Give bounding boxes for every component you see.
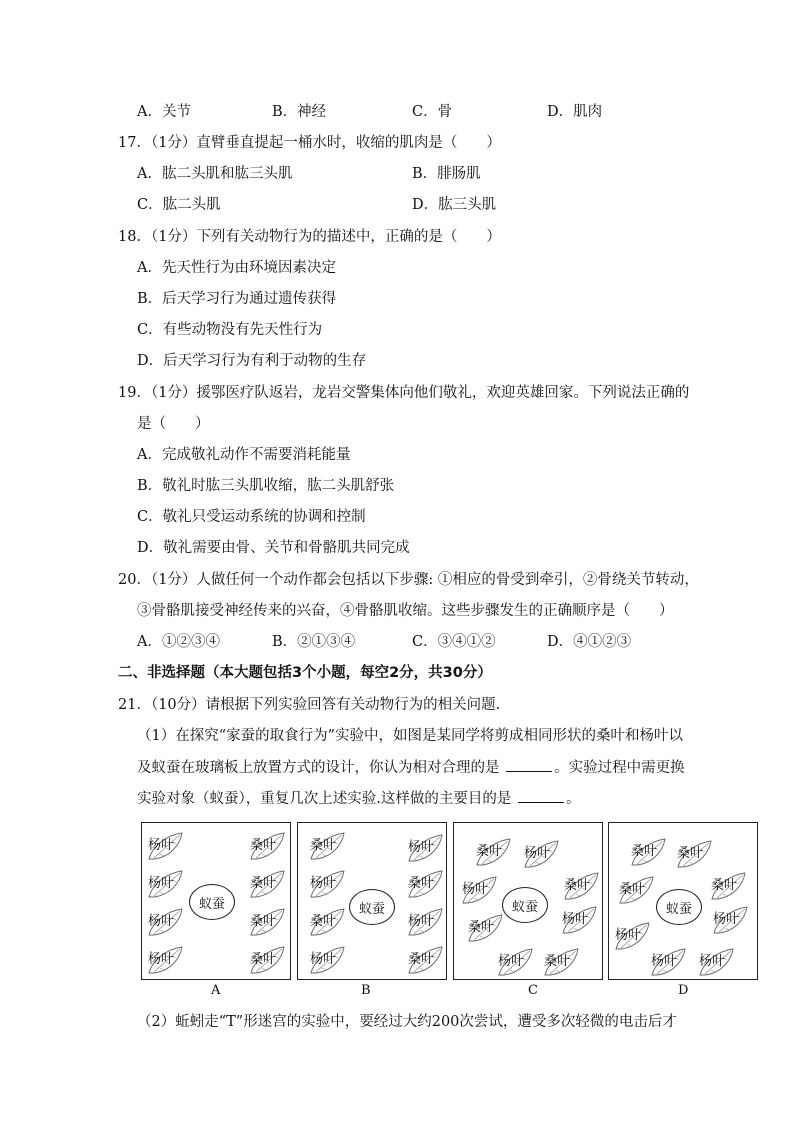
q20-stem-line1: 20．（1分）人做任何一个动作都会包括以下步骤: ①相应的骨受到牵引，②骨绕关节转动， bbox=[118, 572, 699, 588]
silkworm-circle: 蚁蚕 bbox=[656, 889, 702, 925]
q19-option-d: D．敬礼需要由骨、关节和骨骼肌共同完成 bbox=[137, 540, 410, 556]
q17-stem: 17．（1分）直臂垂直提起一桶水时，收缩的肌肉是（ ） bbox=[118, 135, 501, 151]
leaf-item bbox=[617, 873, 657, 907]
leaf-label: 桑叶 bbox=[619, 882, 646, 897]
leaf-item bbox=[675, 837, 715, 871]
q21-part1-line2-text: 及蚁蚕在玻璃板上放置方式的设计，你认为相对合理的是 bbox=[137, 760, 500, 776]
leaf-item bbox=[146, 829, 186, 863]
leaf-item bbox=[248, 867, 288, 901]
q21-stem: 21．（10分）请根据下列实验回答有关动物行为的相关问题. bbox=[118, 697, 501, 713]
leaf-item bbox=[308, 905, 348, 939]
leaf-item bbox=[522, 837, 562, 871]
leaf-item bbox=[308, 943, 348, 977]
leaf-label: 桑叶 bbox=[564, 878, 591, 893]
leaf-label: 杨叶 bbox=[462, 882, 489, 897]
answer-blank-1[interactable] bbox=[506, 757, 552, 772]
leaf-label: 桑叶 bbox=[310, 838, 337, 853]
q21-part1-line1: （1）在探究“家蚕的取食行为”实验中，如图是某同学将剪成相同形状的桑叶和杨叶以 bbox=[137, 728, 684, 744]
leaf-label: 桑叶 bbox=[468, 920, 495, 935]
leaf-item bbox=[248, 905, 288, 939]
leaf-label: 杨叶 bbox=[615, 928, 642, 943]
q21-part1-line3 bbox=[137, 788, 580, 809]
leaf-item bbox=[474, 835, 514, 869]
leaf-label: 桑叶 bbox=[476, 844, 503, 859]
q18-stem: 18．（1分）下列有关动物行为的描述中，正确的是（ ） bbox=[118, 229, 501, 245]
leaf-item bbox=[649, 945, 689, 979]
q21-part2-line1: （2）蚯蚓走“T”形迷宫的实验中，要经过大约200次尝试，遭受多次轻微的电击后才 bbox=[137, 1014, 677, 1030]
leaf-label: 桑叶 bbox=[250, 876, 277, 891]
leaf-label: 桑叶 bbox=[250, 838, 277, 853]
leaf-item bbox=[146, 905, 186, 939]
q16-option-a: A．关节 bbox=[137, 104, 191, 120]
leaf-label: 桑叶 bbox=[631, 844, 658, 859]
q16-option-b: B．神经 bbox=[272, 104, 327, 120]
leaf-label: 杨叶 bbox=[408, 840, 435, 855]
q21-part1-line2 bbox=[137, 757, 685, 778]
leaf-label: 杨叶 bbox=[498, 954, 525, 969]
q17-option-d: D．肱三头肌 bbox=[412, 197, 497, 213]
leaf-label: 桑叶 bbox=[250, 914, 277, 929]
leaf-item bbox=[466, 911, 506, 945]
leaf-label: 桑叶 bbox=[711, 878, 738, 893]
panel-d bbox=[608, 822, 758, 980]
leaf-item bbox=[406, 867, 446, 901]
leaf-item bbox=[562, 869, 602, 903]
leaf-label: 杨叶 bbox=[699, 954, 726, 969]
q20-stem-line2: ③骨骼肌接受神经传来的兴奋，④骨骼肌收缩。这些步骤发生的正确顺序是（ ） bbox=[137, 603, 674, 619]
leaf-item bbox=[613, 919, 653, 953]
q21-part1-line2-tail: 。实验过程中需更换 bbox=[554, 760, 685, 776]
leaf-item bbox=[460, 873, 500, 907]
leaf-label: 杨叶 bbox=[148, 952, 175, 967]
q16-option-c: C．骨 bbox=[412, 104, 453, 120]
leaf-label: 桑叶 bbox=[544, 954, 571, 969]
panel-label: C bbox=[528, 983, 538, 998]
q16-option-d: D．肌肉 bbox=[547, 104, 603, 120]
leaf-item bbox=[496, 945, 536, 979]
q19-option-a: A．完成敬礼动作不需要消耗能量 bbox=[137, 447, 351, 463]
leaf-label: 桑叶 bbox=[677, 846, 704, 861]
q20-option-a: A．①②③④ bbox=[137, 634, 220, 650]
leaf-item bbox=[308, 867, 348, 901]
section-heading: 二、非选择题（本大题包括3个小题，每空2分，共30分） bbox=[118, 665, 492, 681]
leaf-item bbox=[406, 905, 446, 939]
leaf-item bbox=[308, 829, 348, 863]
leaf-label: 桑叶 bbox=[310, 914, 337, 929]
leaf-label: 桑叶 bbox=[250, 952, 277, 967]
panel-a bbox=[141, 822, 291, 980]
answer-blank-2[interactable] bbox=[518, 788, 564, 803]
leaf-item bbox=[248, 829, 288, 863]
leaf-label: 杨叶 bbox=[651, 954, 678, 969]
q21-part1-line3-text: 实验对象（蚁蚕），重复几次上述实验.这样做的主要目的是 bbox=[137, 791, 512, 807]
leaf-label: 杨叶 bbox=[310, 876, 337, 891]
leaf-item bbox=[406, 831, 446, 865]
panel-label: D bbox=[678, 983, 689, 998]
leaf-item bbox=[248, 943, 288, 977]
q21-part1-line3-tail: 。 bbox=[565, 791, 581, 807]
leaf-item bbox=[560, 903, 600, 937]
leaf-item bbox=[697, 945, 737, 979]
leaf-label: 杨叶 bbox=[524, 846, 551, 861]
q18-option-d: D．后天学习行为有利于动物的生存 bbox=[137, 353, 367, 369]
leaf-label: 杨叶 bbox=[562, 912, 589, 927]
leaf-item bbox=[629, 835, 669, 869]
q17-option-a: A．肱二头肌和肱三头肌 bbox=[137, 166, 293, 182]
panel-label: B bbox=[361, 983, 371, 998]
q20-option-c: C．③④①② bbox=[412, 634, 496, 650]
q18-option-c: C．有些动物没有先天性行为 bbox=[137, 322, 323, 338]
leaf-item bbox=[711, 903, 751, 937]
leaf-label: 杨叶 bbox=[310, 952, 337, 967]
leaf-label: 桑叶 bbox=[408, 952, 435, 967]
leaf-label: 杨叶 bbox=[148, 914, 175, 929]
q20-option-d: D．④①②③ bbox=[547, 634, 632, 650]
panel-label: A bbox=[211, 983, 221, 998]
silkworm-circle: 蚁蚕 bbox=[349, 889, 395, 925]
silkworm-circle: 蚁蚕 bbox=[189, 884, 235, 920]
q20-option-b: B．②①③④ bbox=[272, 634, 356, 650]
q17-option-c: C．肱二头肌 bbox=[137, 197, 221, 213]
q19-option-b: B．敬礼时肱三头肌收缩，肱二头肌舒张 bbox=[137, 478, 395, 494]
q19-stem-line2: 是（ ） bbox=[137, 416, 210, 432]
leaf-item bbox=[146, 867, 186, 901]
silkworm-circle: 蚁蚕 bbox=[502, 887, 548, 923]
q18-option-b: B．后天学习行为通过遗传获得 bbox=[137, 291, 337, 307]
panel-c bbox=[453, 822, 603, 980]
leaf-item bbox=[542, 945, 582, 979]
panel-b bbox=[297, 822, 447, 980]
leaf-label: 桑叶 bbox=[408, 876, 435, 891]
leaf-label: 杨叶 bbox=[148, 838, 175, 853]
q19-option-c: C．敬礼只受运动系统的协调和控制 bbox=[137, 509, 366, 525]
q19-stem-line1: 19．（1分）援鄂医疗队返岩，龙岩交警集体向他们敬礼，欢迎英雄回家。下列说法正确的 bbox=[118, 385, 690, 401]
leaf-label: 杨叶 bbox=[148, 876, 175, 891]
leaf-item bbox=[709, 869, 749, 903]
leaf-item bbox=[146, 943, 186, 977]
leaf-label: 杨叶 bbox=[713, 912, 740, 927]
q18-option-a: A．先天性行为由环境因素决定 bbox=[137, 260, 336, 276]
q17-option-b: B．腓肠肌 bbox=[412, 166, 481, 182]
leaf-item bbox=[406, 943, 446, 977]
leaf-label: 杨叶 bbox=[408, 914, 435, 929]
